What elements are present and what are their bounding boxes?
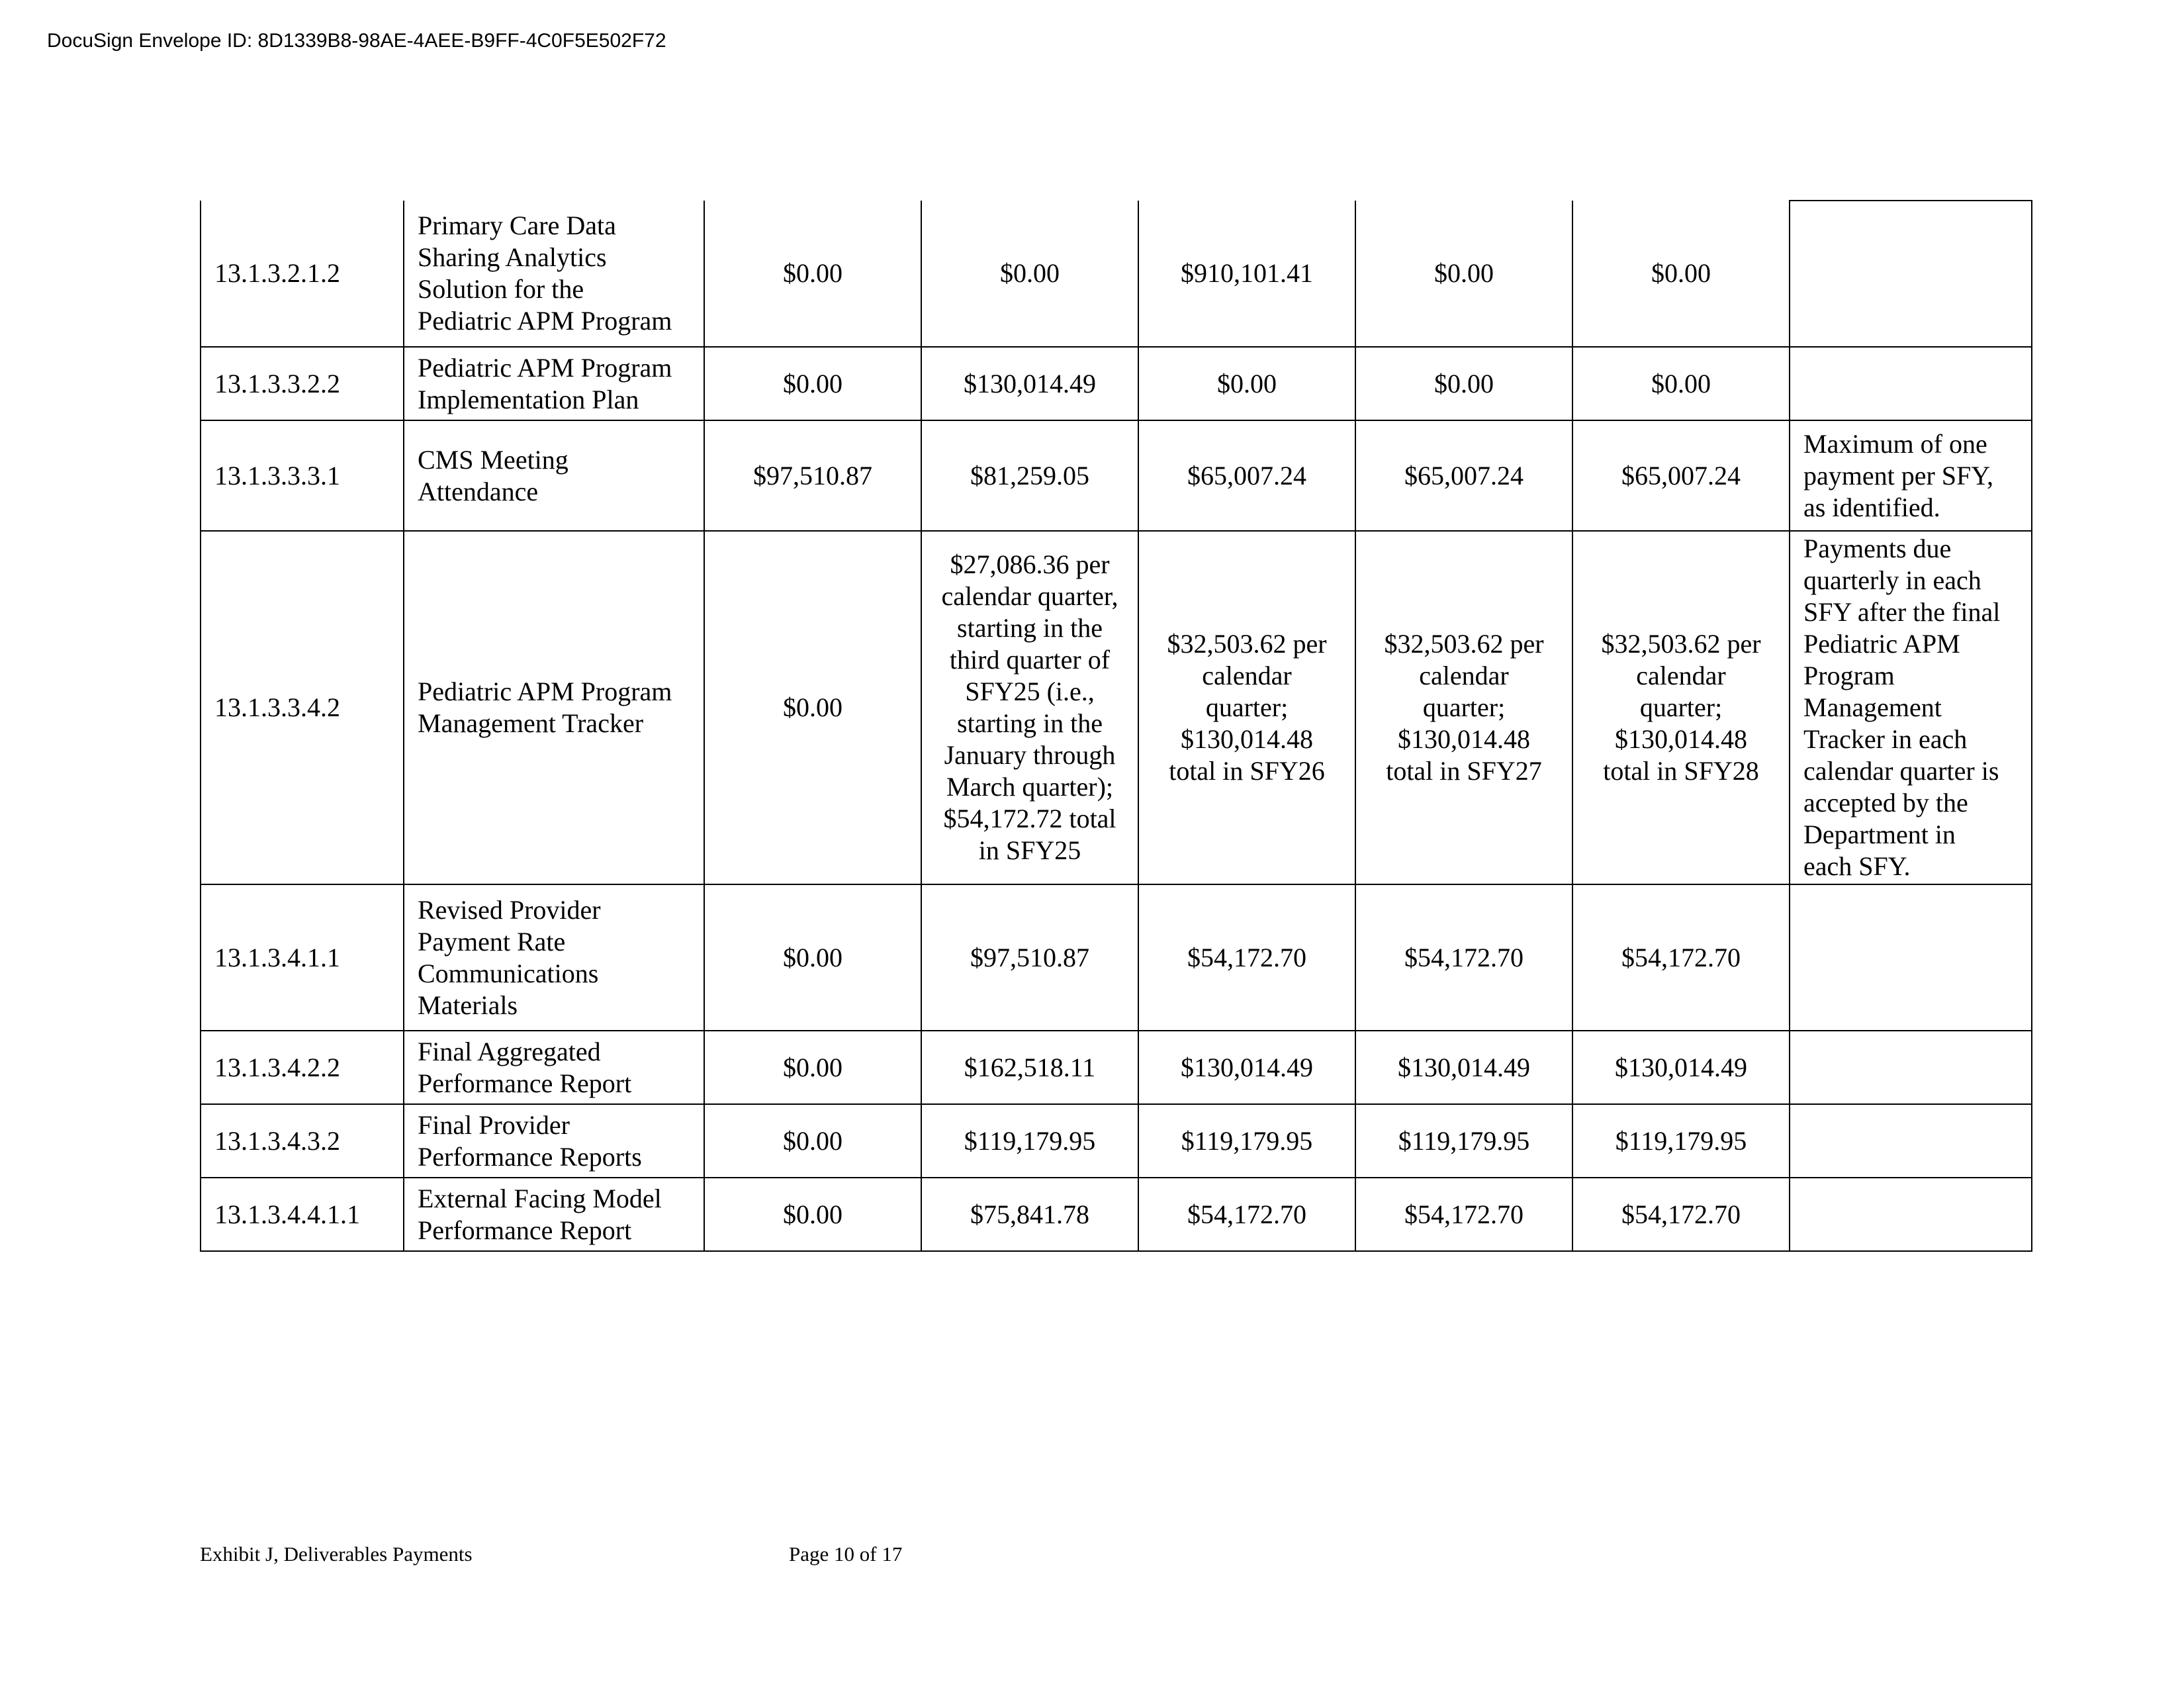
deliverable-name: Primary Care Data Sharing Analytics Solution for the Pediatric APM Program (404, 201, 704, 347)
payment-note (1790, 1104, 2032, 1178)
payment-amount: $910,101.41 (1138, 201, 1355, 347)
table-row (201, 1178, 2032, 1251)
deliverable-name: Pediatric APM Program Management Tracker (404, 531, 704, 884)
table-row (201, 201, 2032, 347)
payment-amount: $54,172.70 (1572, 884, 1790, 1031)
deliverable-name: External Facing Model Performance Report (404, 1178, 704, 1251)
payment-amount: $0.00 (1572, 347, 1790, 420)
deliverable-number: 13.1.3.4.2.2 (201, 1031, 404, 1104)
payment-amount: $97,510.87 (704, 420, 921, 531)
payment-amount: $54,172.70 (1355, 884, 1572, 1031)
payment-amount: $32,503.62 per calendar quarter; $130,014.48 total in SFY26 (1138, 531, 1355, 884)
payment-note (1790, 201, 2032, 347)
payment-amount: $54,172.70 (1572, 1178, 1790, 1251)
payment-amount: $0.00 (1355, 347, 1572, 420)
deliverable-number: 13.1.3.3.3.1 (201, 420, 404, 531)
payment-amount: $0.00 (1138, 347, 1355, 420)
deliverables-payments-table (200, 200, 2032, 1252)
deliverable-name: Revised Provider Payment Rate Communications Materials (404, 884, 704, 1031)
payment-amount: $32,503.62 per calendar quarter; $130,014.48 total in SFY27 (1355, 531, 1572, 884)
payment-amount: $0.00 (704, 347, 921, 420)
table-row (201, 531, 2032, 884)
payment-amount: $97,510.87 (921, 884, 1138, 1031)
payment-amount: $0.00 (704, 201, 921, 347)
payment-note (1790, 347, 2032, 420)
payment-amount: $65,007.24 (1138, 420, 1355, 531)
payment-amount: $0.00 (704, 884, 921, 1031)
footer-page-number: Page 10 of 17 (789, 1542, 903, 1566)
payment-amount: $130,014.49 (1138, 1031, 1355, 1104)
payment-amount: $119,179.95 (1572, 1104, 1790, 1178)
table-row (201, 347, 2032, 420)
payment-amount: $27,086.36 per calendar quarter, starting in the third quarter of SFY25 (i.e., starting in the January through March quarter); $54,172.72 total in SFY25 (921, 531, 1138, 884)
deliverable-name: CMS Meeting Attendance (404, 420, 704, 531)
payment-amount: $54,172.70 (1355, 1178, 1572, 1251)
payment-amount: $130,014.49 (1355, 1031, 1572, 1104)
deliverable-number: 13.1.3.3.4.2 (201, 531, 404, 884)
payment-amount: $130,014.49 (1572, 1031, 1790, 1104)
payment-amount: $162,518.11 (921, 1031, 1138, 1104)
payment-note: Maximum of one payment per SFY, as identified. (1790, 420, 2032, 531)
footer-document-title: Exhibit J, Deliverables Payments (200, 1542, 473, 1566)
deliverable-number: 13.1.3.3.2.2 (201, 347, 404, 420)
payment-amount: $75,841.78 (921, 1178, 1138, 1251)
deliverable-number: 13.1.3.2.1.2 (201, 201, 404, 347)
deliverable-name: Final Aggregated Performance Report (404, 1031, 704, 1104)
payment-note (1790, 1178, 2032, 1251)
payment-amount: $65,007.24 (1572, 420, 1790, 531)
payment-amount: $81,259.05 (921, 420, 1138, 531)
payment-note: Payments due quarterly in each SFY after the final Pediatric APM Program Management Tracker in each calendar quarter is accepted by the Department in each SFY. (1790, 531, 2032, 884)
payment-amount: $0.00 (1355, 201, 1572, 347)
payment-amount: $119,179.95 (1138, 1104, 1355, 1178)
payment-amount: $0.00 (704, 1031, 921, 1104)
payment-amount: $119,179.95 (921, 1104, 1138, 1178)
payment-amount: $0.00 (921, 201, 1138, 347)
deliverable-number: 13.1.3.4.1.1 (201, 884, 404, 1031)
payment-amount: $32,503.62 per calendar quarter; $130,014.48 total in SFY28 (1572, 531, 1790, 884)
deliverable-name: Final Provider Performance Reports (404, 1104, 704, 1178)
docusign-envelope-id: DocuSign Envelope ID: 8D1339B8-98AE-4AEE-B9FF-4C0F5E502F72 (47, 30, 666, 52)
payment-amount: $0.00 (704, 1178, 921, 1251)
payment-amount: $0.00 (704, 1104, 921, 1178)
deliverable-number: 13.1.3.4.4.1.1 (201, 1178, 404, 1251)
payment-amount: $54,172.70 (1138, 884, 1355, 1031)
deliverable-number: 13.1.3.4.3.2 (201, 1104, 404, 1178)
payment-amount: $65,007.24 (1355, 420, 1572, 531)
table-row (201, 1031, 2032, 1104)
deliverable-name: Pediatric APM Program Implementation Plan (404, 347, 704, 420)
payment-amount: $119,179.95 (1355, 1104, 1572, 1178)
payment-amount: $54,172.70 (1138, 1178, 1355, 1251)
table-row (201, 420, 2032, 531)
payment-amount: $0.00 (704, 531, 921, 884)
payment-amount: $0.00 (1572, 201, 1790, 347)
payment-amount: $130,014.49 (921, 347, 1138, 420)
payment-note (1790, 884, 2032, 1031)
table-row (201, 884, 2032, 1031)
payment-note (1790, 1031, 2032, 1104)
table-row (201, 1104, 2032, 1178)
